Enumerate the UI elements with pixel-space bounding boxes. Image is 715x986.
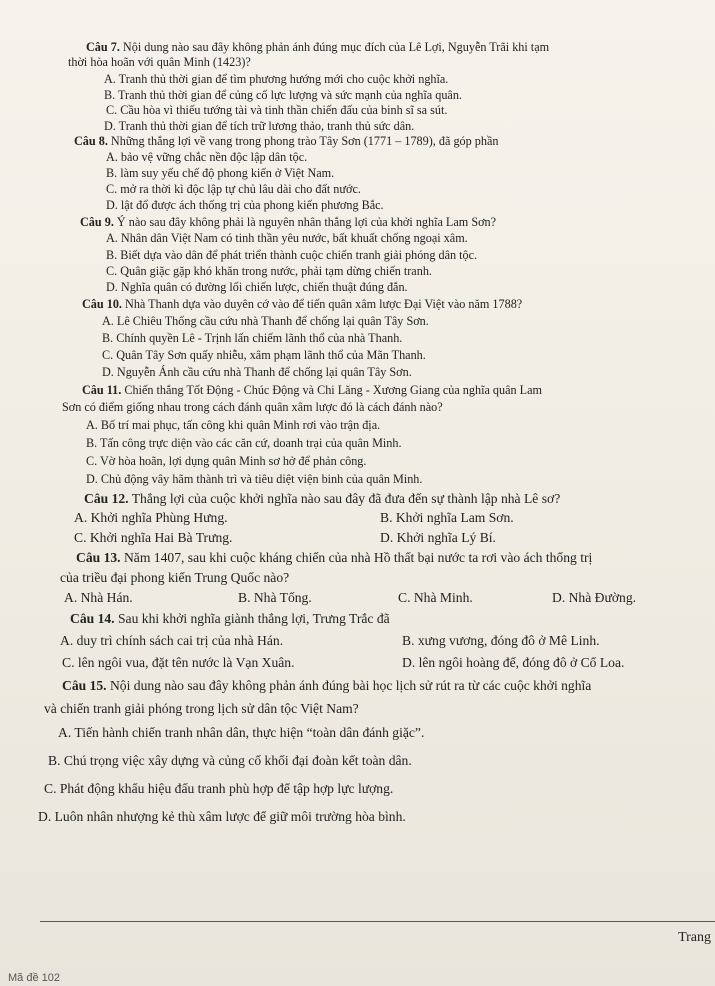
- exam-code: Mã đề 102: [8, 972, 60, 984]
- q14-option-a: A. duy trì chính sách cai trị của nhà Hán.: [60, 633, 284, 648]
- q7-stem-line-1: Câu 7. Nội dung nào sau đây không phản ánh đúng mục đích của Lê Lợi, Nguyễn Trãi khi tạm: [86, 40, 550, 54]
- q8-option-c: C. mở ra thời kì độc lập tự chủ lâu dài cho đất nước.: [106, 182, 361, 196]
- q13-stem-line-2: của triều đại phong kiến Trung Quốc nào?: [60, 570, 290, 585]
- q9-stem: Câu 9. Ý nào sau đây không phải là nguyên nhân thắng lợi của khởi nghĩa Lam Sơn?: [80, 215, 497, 229]
- footer-divider: [40, 921, 715, 922]
- q7-option-a: A. Tranh thủ thời gian để tìm phương hướng mới cho cuộc khởi nghĩa.: [104, 72, 449, 86]
- q10-option-c: C. Quân Tây Sơn quấy nhiễu, xâm phạm lãnh thổ của Mãn Thanh.: [102, 348, 426, 362]
- q8-stem: Câu 8. Những thắng lợi về vang trong phong trào Tây Sơn (1771 – 1789), đã góp phần: [74, 134, 499, 148]
- q8-option-d: D. lật đổ được ách thống trị của phong kiến phương Bắc.: [106, 198, 384, 212]
- q15-option-d: D. Luôn nhân nhượng kẻ thù xâm lược để giữ môi trường hòa bình.: [38, 809, 406, 824]
- q8-option-a: A. bảo vệ vững chắc nền độc lập dân tộc.: [106, 150, 308, 164]
- q12-option-b: B. Khởi nghĩa Lam Sơn.: [380, 510, 514, 525]
- q7-option-c: C. Cầu hòa vì thiếu tướng tài và tinh thần chiến đấu của binh sĩ sa sút.: [106, 103, 448, 117]
- q14-option-d: D. lên ngôi hoàng đế, đóng đô ở Cổ Loa.: [402, 655, 625, 670]
- q14-stem: Câu 14. Sau khi khởi nghĩa giành thắng lợi, Trưng Trắc đã: [70, 611, 390, 626]
- q7-stem-line-2: thời hòa hoãn với quân Minh (1423)?: [68, 55, 251, 69]
- q11-option-c: C. Vờ hòa hoãn, lợi dụng quân Minh sơ hở để phản công.: [86, 454, 367, 468]
- q12-option-c: C. Khởi nghĩa Hai Bà Trưng.: [74, 530, 233, 545]
- q15-stem-line-2: và chiến tranh giải phóng trong lịch sử dân tộc Việt Nam?: [44, 701, 359, 716]
- q7-option-b: B. Tranh thủ thời gian để củng cố lực lượng và sức mạnh của nghĩa quân.: [104, 88, 462, 102]
- q13-option-b: B. Nhà Tống.: [238, 590, 312, 605]
- q15-option-b: B. Chú trọng việc xây dựng và củng cố khối đại đoàn kết toàn dân.: [48, 753, 412, 768]
- q14-option-b: B. xưng vương, đóng đô ở Mê Linh.: [402, 633, 600, 648]
- q11-stem-line-1: Câu 11. Chiến thắng Tốt Động - Chúc Động và Chi Lăng - Xương Giang của nghĩa quân Lam: [82, 383, 542, 397]
- q11-stem-line-2: Sơn có điểm giống nhau trong cách đánh quân xâm lược đó là cách đánh nào?: [62, 400, 443, 414]
- q15-option-a: A. Tiến hành chiến tranh nhân dân, thực hiện “toàn dân đánh giặc”.: [58, 725, 425, 740]
- q9-option-b: B. Biết dựa vào dân để phát triển thành cuộc chiến tranh giải phóng dân tộc.: [106, 248, 478, 262]
- page-label: Trang: [678, 930, 711, 945]
- q9-option-a: A. Nhân dân Việt Nam có tinh thần yêu nước, bất khuất chống ngoại xâm.: [106, 231, 468, 245]
- q9-option-c: C. Quân giặc gặp khó khăn trong nước, phải tạm dừng chiến tranh.: [106, 264, 432, 278]
- q13-stem-line-1: Câu 13. Năm 1407, sau khi cuộc kháng chiến của nhà Hồ thất bại nước ta rơi vào ách thống trị: [76, 550, 593, 565]
- q15-option-c: C. Phát động khẩu hiệu đấu tranh phù hợp để tập hợp lực lượng.: [44, 781, 394, 796]
- q15-stem-line-1: Câu 15. Nội dung nào sau đây không phản ánh đúng bài học lịch sử rút ra từ các cuộc khởi nghĩa: [62, 678, 592, 693]
- q14-option-c: C. lên ngôi vua, đặt tên nước là Vạn Xuân.: [62, 655, 295, 670]
- q13-option-c: C. Nhà Minh.: [398, 590, 473, 605]
- q13-option-a: A. Nhà Hán.: [64, 590, 133, 605]
- q10-option-d: D. Nguyễn Ánh cầu cứu nhà Thanh để chống lại quân Tây Sơn.: [102, 365, 412, 379]
- q12-stem: Câu 12. Thắng lợi của cuộc khởi nghĩa nào sau đây đã đưa đến sự thành lập nhà Lê sơ?: [84, 491, 561, 506]
- q10-option-b: B. Chính quyền Lê - Trịnh lấn chiếm lãnh thổ của nhà Thanh.: [102, 331, 403, 345]
- q13-option-d: D. Nhà Đường.: [552, 590, 637, 605]
- q7-option-d: D. Tranh thủ thời gian để tích trữ lương thảo, tranh thủ sức dân.: [104, 119, 415, 133]
- q11-option-a: A. Bố trí mai phục, tấn công khi quân Minh rơi vào trận địa.: [86, 418, 381, 432]
- q11-option-d: D. Chủ động vây hãm thành trì và tiêu diệt viện binh của quân Minh.: [86, 472, 423, 486]
- q12-option-a: A. Khởi nghĩa Phùng Hưng.: [74, 510, 228, 525]
- q9-option-d: D. Nghĩa quân có đường lối chiến lược, chiến thuật đúng đắn.: [106, 280, 408, 294]
- q11-option-b: B. Tấn công trực diện vào các căn cứ, doanh trại của quân Minh.: [86, 436, 402, 450]
- q8-option-b: B. làm suy yếu chế độ phong kiến ở Việt Nam.: [106, 166, 335, 180]
- q10-stem: Câu 10. Nhà Thanh dựa vào duyên cớ vào để tiến quân xâm lược Đại Việt vào năm 1788?: [82, 297, 523, 311]
- q12-option-d: D. Khởi nghĩa Lý Bí.: [380, 530, 496, 545]
- q10-option-a: A. Lê Chiêu Thống cầu cứu nhà Thanh để chống lại quân Tây Sơn.: [102, 314, 429, 328]
